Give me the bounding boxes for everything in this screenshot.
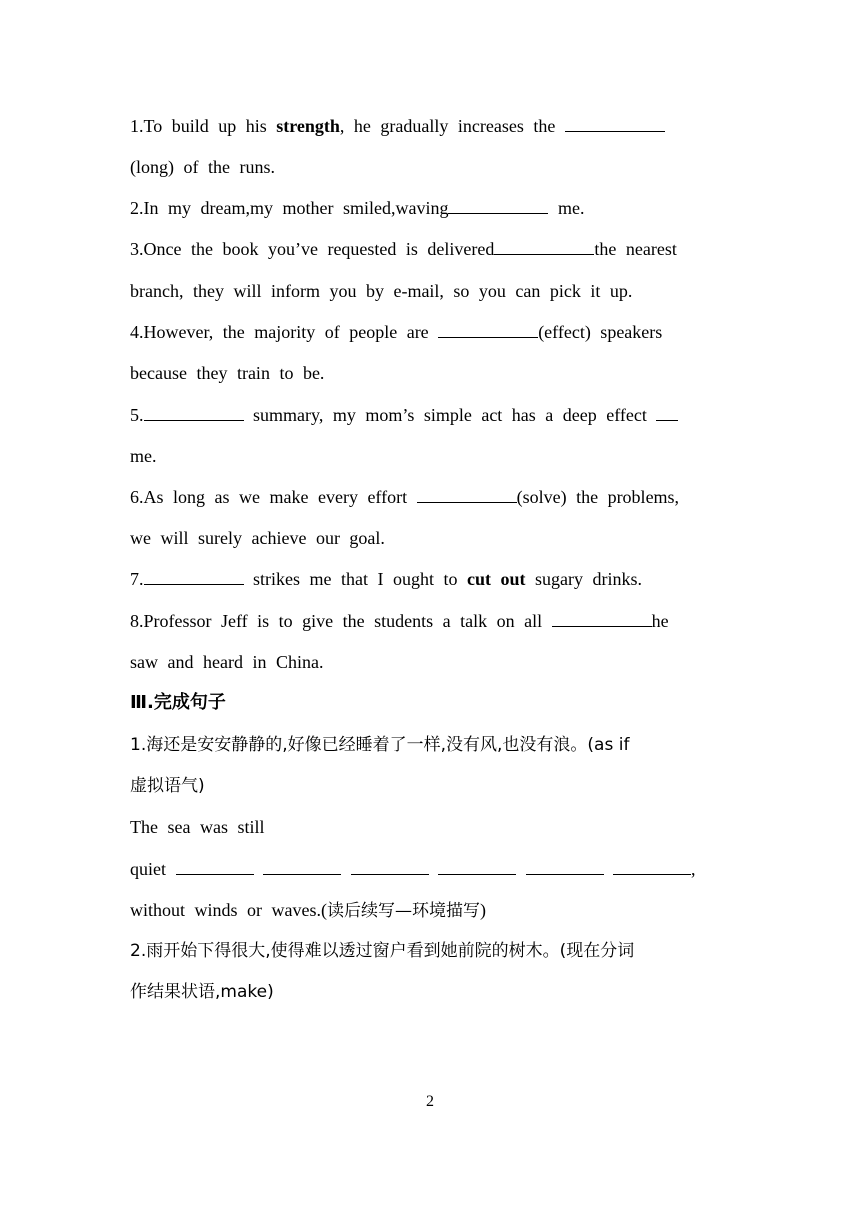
answer-blank[interactable] (144, 570, 244, 585)
keyword-strength: strength (276, 116, 340, 136)
section-3-question-1-answer-line-3: without winds or waves.(读后续写—环境描写) (130, 900, 486, 921)
section-3-heading: Ⅲ.完成句子 (130, 692, 226, 713)
question-6-line-2: we will surely achieve our goal. (130, 528, 385, 548)
question-8-line-1: 8.Professor Jeff is to give the students a talk on all he (130, 611, 669, 631)
answer-blank[interactable] (417, 488, 517, 503)
answer-blank[interactable] (438, 860, 516, 875)
answer-blank[interactable] (438, 323, 538, 338)
question-3-line-2: branch, they will inform you by e-mail, so you can pick it up. (130, 281, 633, 301)
question-7: 7. strikes me that I ought to cut out sugary drinks. (130, 569, 642, 589)
keyword-cut-out: cut out (466, 569, 526, 589)
answer-blank[interactable] (144, 406, 244, 421)
question-5-line-1: 5. summary, my mom’s simple act has a deep effect (130, 403, 678, 427)
question-5-line-2: me. (130, 446, 157, 466)
answer-blank[interactable] (263, 860, 341, 875)
question-1-line-1: 1.To build up his strength, he gradually increases the (130, 114, 665, 138)
section-3-question-2-prompt-line-1: 2.雨开始下得很大,使得难以透过窗户看到她前院的树木。(现在分词 (130, 941, 635, 961)
page-number: 2 (426, 1093, 434, 1110)
section-3-question-1-prompt-line-1: 1.海还是安安静静的,好像已经睡着了一样,没有风,也没有浪。(as if (130, 735, 630, 755)
question-1-line-2: (long) of the runs. (130, 157, 275, 177)
question-6-line-1: 6.As long as we make every effort (solve) the problems, (130, 487, 680, 507)
answer-blank[interactable] (526, 860, 604, 875)
question-8-line-2: saw and heard in China. (130, 652, 324, 672)
section-3-question-1-answer-line-2: quiet , (130, 859, 696, 879)
question-4-line-1: 4.However, the majority of people are (effect) speakers (130, 322, 663, 342)
answer-blank-short[interactable] (656, 406, 678, 421)
question-2: 2.In my dream,my mother smiled,waving me. (130, 198, 585, 218)
question-4-line-2: because they train to be. (130, 363, 325, 383)
question-3-line-1: 3.Once the book you’ve requested is delivered the nearest (130, 239, 677, 259)
answer-blank[interactable] (552, 612, 652, 627)
section-3-question-2-prompt-line-2: 作结果状语,make) (130, 982, 274, 1002)
section-3-question-1-prompt-line-2: 虚拟语气) (130, 776, 205, 796)
answer-blank[interactable] (351, 860, 429, 875)
section-3-question-1-answer-line-1: The sea was still (130, 817, 265, 837)
answer-blank[interactable] (494, 240, 594, 255)
answer-blank[interactable] (565, 117, 665, 132)
answer-blank[interactable] (613, 860, 691, 875)
answer-blank[interactable] (176, 860, 254, 875)
answer-blank[interactable] (448, 199, 548, 214)
